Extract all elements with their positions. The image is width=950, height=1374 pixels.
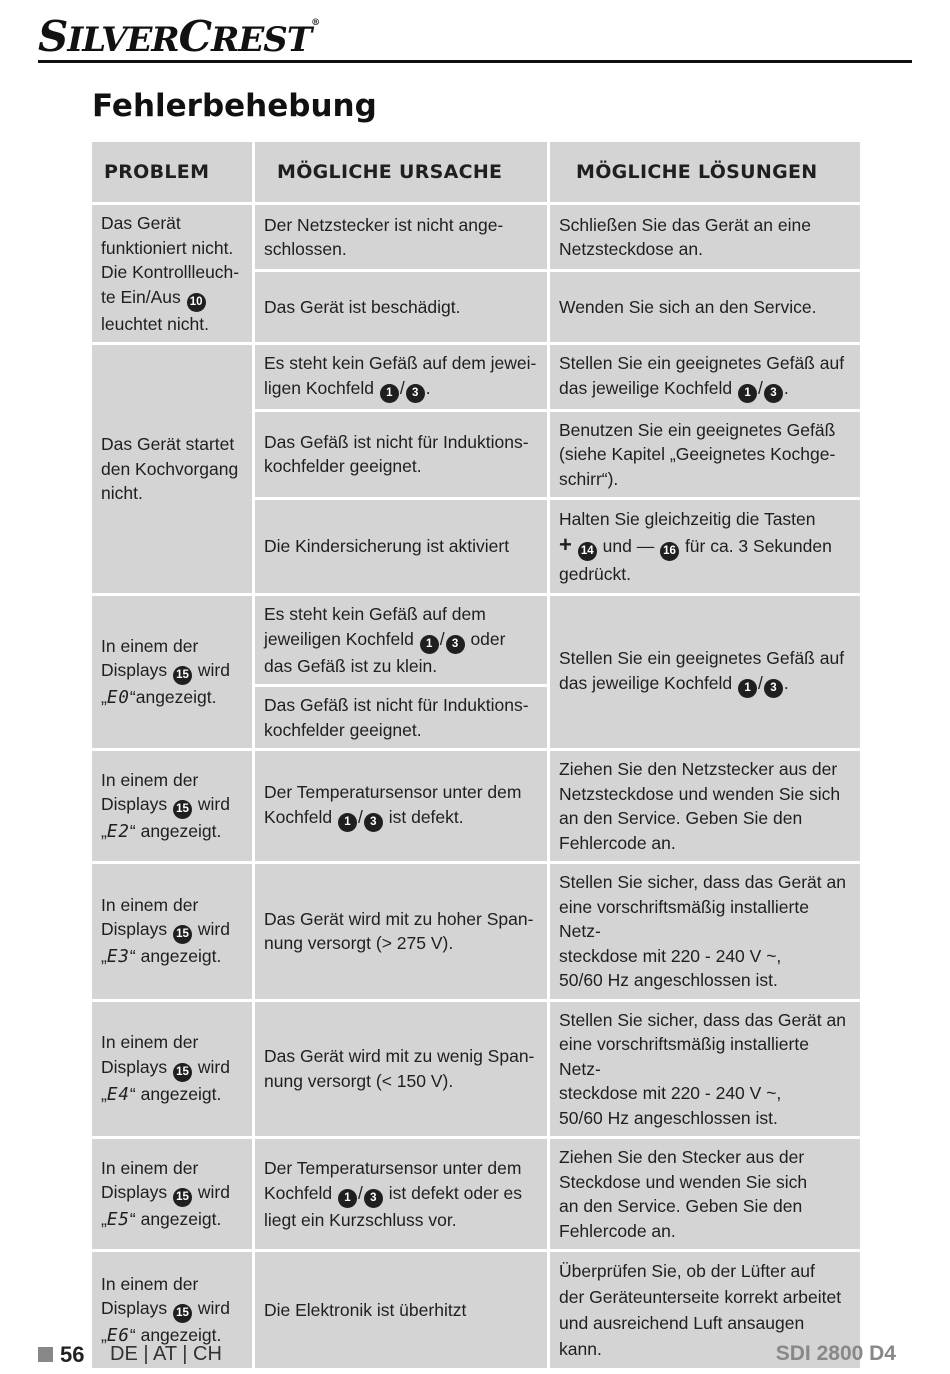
brand-logo: SILVERCREST® [38,12,320,61]
table-header-row [92,142,860,202]
problem-cell: In einem der Displays 15 wird „E2“ angezeigt. [92,751,252,861]
number-badge: 3 [406,384,425,403]
page-title: Fehlerbehebung [92,88,377,124]
plus-symbol: + [559,532,572,557]
page-header [38,8,912,63]
solution-cell: Benutzen Sie ein geeignetes Gefäß (siehe Kapitel „Geeignetes Kochge- schirr“). [550,412,860,498]
number-badge: 15 [173,1188,192,1207]
solution-cell: Stellen Sie ein geeignetes Gefäß auf das jeweilige Kochfeld 1 / 3 . [550,345,860,409]
solution-cell: Stellen Sie sicher, dass das Gerät an eine vorschriftsmäßig installierte Netz- steckdose mit 220 - 240 V ~, 50/60 Hz angeschlossen ist. [550,864,860,999]
solution-cell: Wenden Sie sich an den Service. [550,272,860,342]
error-code: E6 [106,1326,130,1346]
table-row [92,1139,860,1249]
model-number: SDI 2800 D4 [775,1342,896,1365]
number-badge: 1 [380,384,399,403]
solution-cell: Stellen Sie sicher, dass das Gerät an eine vorschriftsmäßig installierte Netz- steckdose mit 220 - 240 V ~, 50/60 Hz angeschlossen ist. [550,1002,860,1137]
minus-symbol: — [636,536,655,556]
number-badge: 3 [764,384,783,403]
table-row [92,1002,860,1137]
solution-cell: Stellen Sie ein geeignetes Gefäß auf das jeweilige Kochfeld 1 / 3 . [550,596,860,748]
cause-cell: Die Kindersicherung ist aktiviert [255,500,547,593]
problem-cell: In einem der Displays 15 wird „E0“angezeigt. [92,596,252,748]
number-badge: 15 [173,1063,192,1082]
country-list: DE | AT | CH [110,1343,222,1365]
problem-cell: In einem der Displays 15 wird „E5“ angezeigt. [92,1139,252,1249]
cause-cell: Der Netzstecker ist nicht ange- schlossen. [255,205,547,269]
number-badge: 1 [338,813,357,832]
number-badge: 10 [187,293,206,312]
footer-square-icon [38,1347,53,1362]
solution-cell: Schließen Sie das Gerät an eine Netzsteckdose an. [550,205,860,269]
cause-cell: Die Elektronik ist überhitzt [255,1252,547,1368]
number-badge: 1 [738,679,757,698]
solution-cell: Ziehen Sie den Stecker aus der Steckdose und wenden Sie sich an den Service. Geben Sie den Fehlercode an. [550,1139,860,1249]
solution-cell: Überprüfen Sie, ob der Lüfter auf der Geräteunterseite korrekt arbeitet und ausreichend Luft ansaugen kann. [550,1252,860,1368]
cause-cell: Es steht kein Gefäß auf dem jewei- ligen Kochfeld 1 / 3 . [255,345,547,409]
cause-cell: Das Gerät ist beschädigt. [255,272,547,342]
table-row [92,751,860,861]
page-footer [38,1342,896,1372]
solution-cell: Ziehen Sie den Netzstecker aus der Netzsteckdose und wenden Sie sich an den Service. Geben Sie den Fehlercode an. [550,751,860,861]
cause-cell: Es steht kein Gefäß auf dem jeweiligen Kochfeld 1 / 3 oder das Gefäß ist zu klein. [255,596,547,684]
cause-cell: Das Gerät wird mit zu wenig Span- nung versorgt (< 150 V). [255,1002,547,1137]
number-badge: 15 [173,800,192,819]
cause-cell: Das Gefäß ist nicht für Induktions- kochfelder geeignet. [255,412,547,498]
number-badge: 3 [364,1189,383,1208]
problem-cell: Das Gerät funktioniert nicht. Die Kontrollleuch- te Ein/Aus 10 leuchtet nicht. [92,205,252,342]
number-badge: 1 [338,1189,357,1208]
error-code: E0 [106,688,130,708]
solution-cell: Halten Sie gleichzeitig die Tasten + 14 und — 16 für ca. 3 Sekunden gedrückt. [550,500,860,593]
number-badge: 15 [173,1304,192,1323]
number-badge: 3 [364,813,383,832]
error-code: E3 [106,947,130,968]
cause-cell: Das Gerät wird mit zu hoher Span- nung versorgt (> 275 V). [255,864,547,999]
cause-cell: Der Temperatursensor unter dem Kochfeld 1 / 3 ist defekt oder es liegt ein Kurzschluss vor. [255,1139,547,1249]
cause-cell: Das Gefäß ist nicht für Induktions- kochfelder geeignet. [255,687,547,748]
table-row [92,864,860,999]
table-row [92,596,860,684]
number-badge: 1 [738,384,757,403]
column-header-cause: MÖGLICHE URSACHE [255,142,547,202]
error-code: E5 [106,1210,130,1230]
problem-cell: In einem der Displays 15 wird „E6“ angezeigt. [92,1252,252,1368]
number-badge: 1 [420,635,439,654]
number-badge: 3 [446,635,465,654]
error-code: E4 [106,1084,130,1105]
page-number: 56 [60,1342,85,1367]
column-header-problem: PROBLEM [92,142,252,202]
column-header-solution: MÖGLICHE LÖSUNGEN [550,142,860,202]
cause-cell: Der Temperatursensor unter dem Kochfeld 1 / 3 ist defekt. [255,751,547,861]
number-badge: 16 [660,542,679,561]
error-code: E2 [106,822,130,842]
troubleshooting-table [92,142,860,1371]
number-badge: 15 [173,666,192,685]
table-row [92,345,860,409]
table-row [92,205,860,269]
problem-cell: Das Gerät startet den Kochvorgang nicht. [92,345,252,593]
problem-cell: In einem der Displays 15 wird „E4“ angezeigt. [92,1002,252,1137]
problem-cell: In einem der Displays 15 wird „E3“ angezeigt. [92,864,252,999]
number-badge: 15 [173,925,192,944]
number-badge: 3 [764,679,783,698]
number-badge: 14 [578,542,597,561]
